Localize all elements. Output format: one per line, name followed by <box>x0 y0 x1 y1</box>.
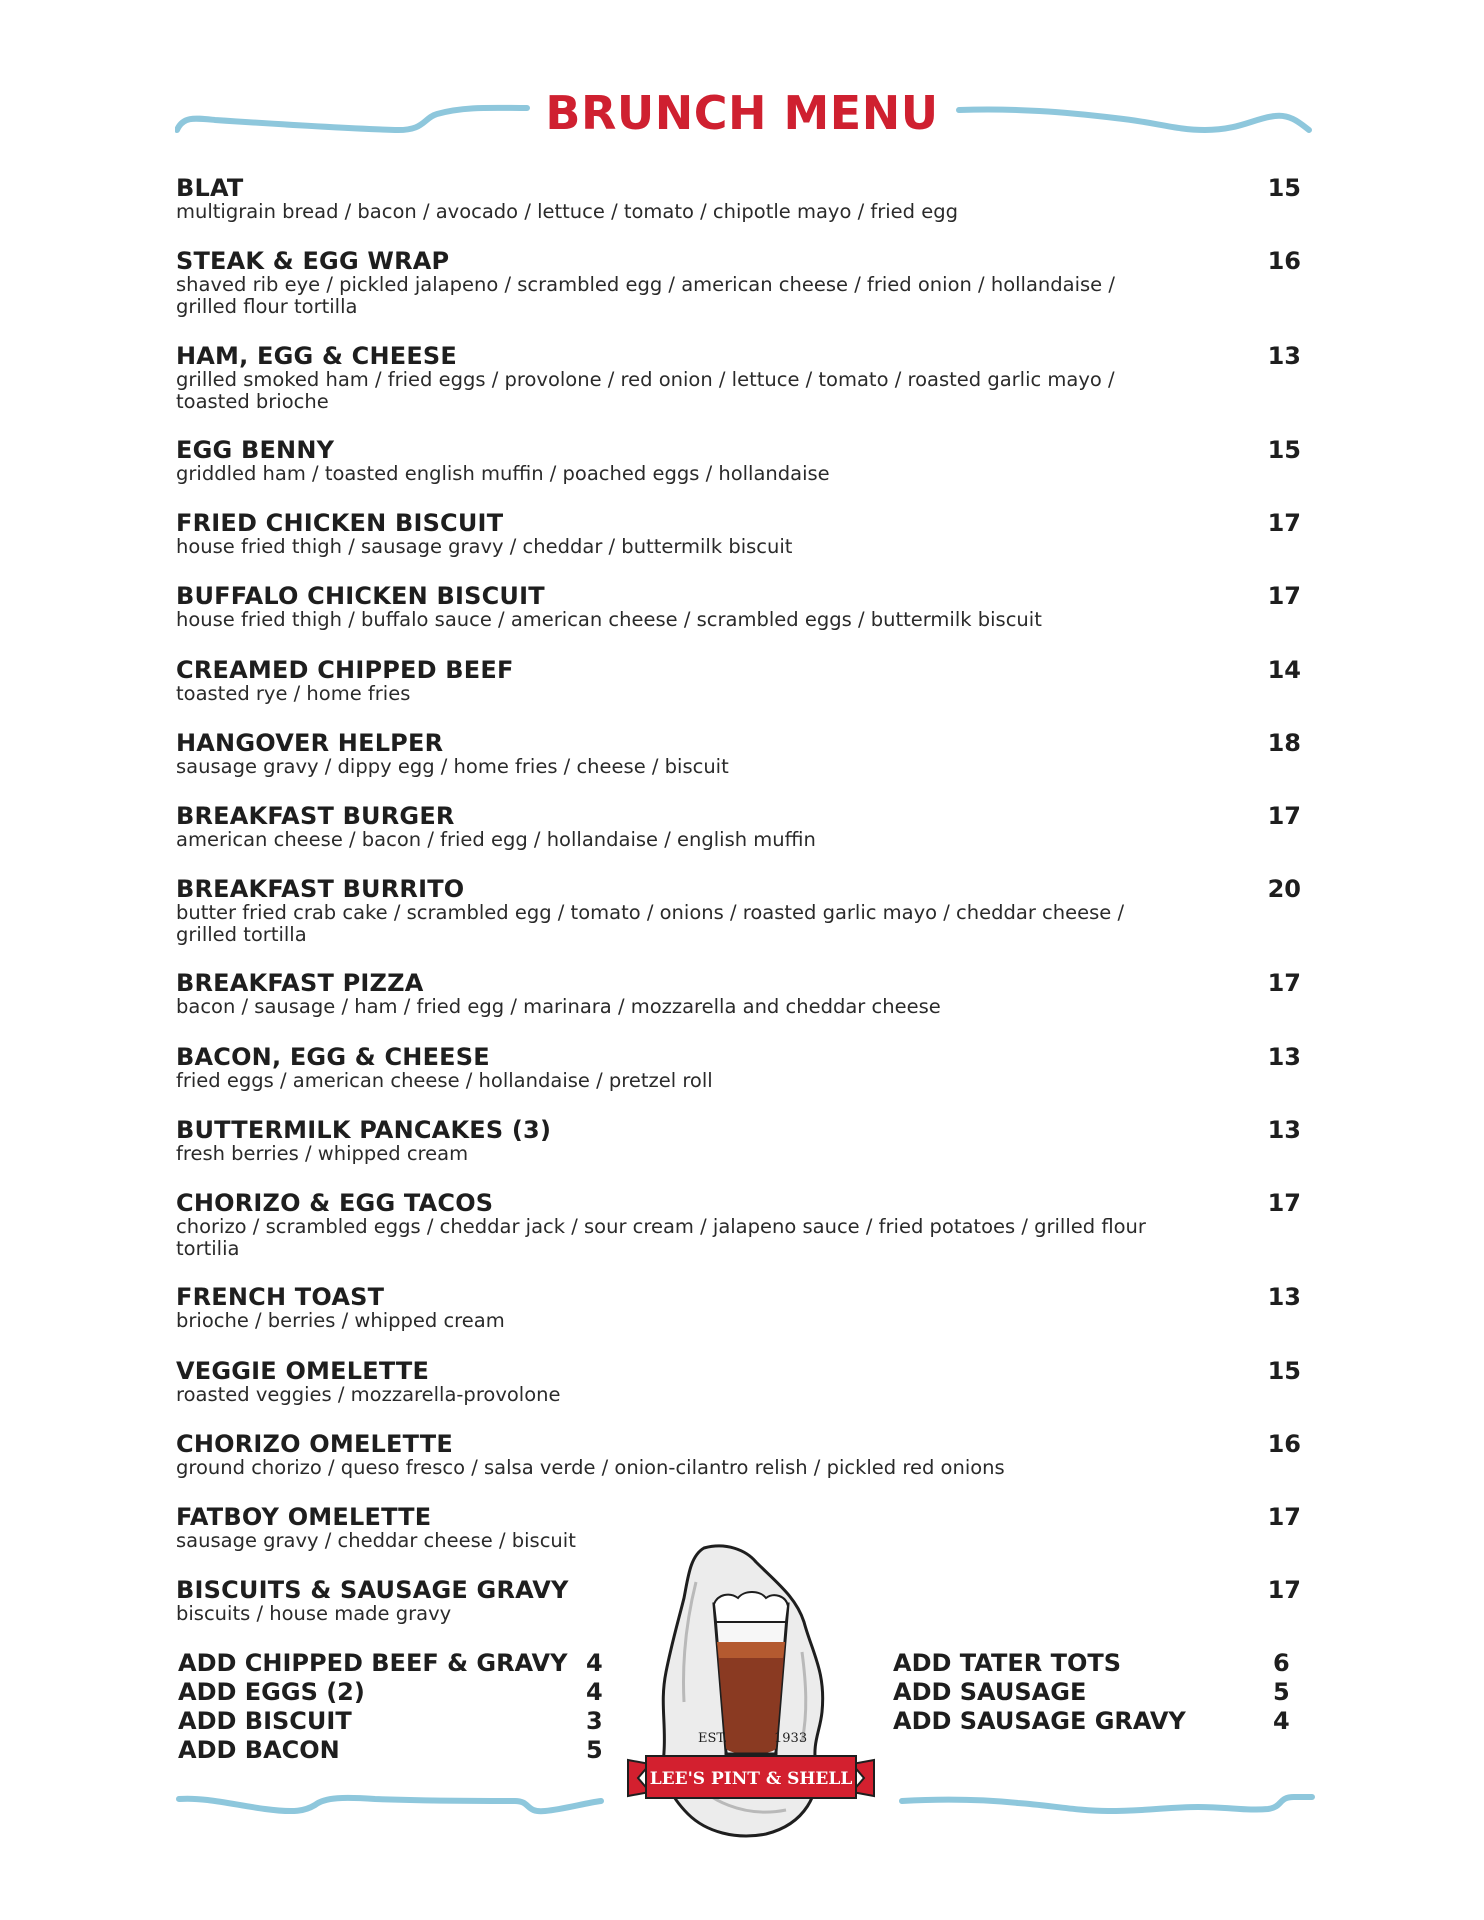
item-price: 16 <box>1267 247 1301 276</box>
item-description: sausage gravy / dippy egg / home fries / cheese / biscuit <box>176 754 729 778</box>
item-name: CHORIZO & EGG TACOS <box>176 1189 494 1218</box>
menu-item <box>176 583 1301 656</box>
menu-item <box>176 175 1301 248</box>
addon-price: 6 <box>1273 1649 1290 1677</box>
addon-row <box>178 1649 608 1678</box>
item-description: brioche / berries / whipped cream <box>176 1309 505 1333</box>
item-description: american cheese / bacon / fried egg / hollandaise / english muffin <box>176 827 816 851</box>
page-title: BRUNCH MENU <box>545 86 939 140</box>
item-name: BACON, EGG & CHEESE <box>176 1042 490 1071</box>
item-price: 13 <box>1267 1115 1301 1144</box>
menu-item <box>176 970 1301 1043</box>
addon-price: 4 <box>1273 1707 1290 1735</box>
item-price: 17 <box>1267 969 1301 998</box>
menu-item <box>176 1044 1301 1117</box>
addon-row <box>178 1678 608 1707</box>
addon-price: 5 <box>586 1736 603 1764</box>
item-price: 20 <box>1267 875 1301 904</box>
addon-label: ADD BACON <box>178 1736 340 1764</box>
addon-price: 4 <box>586 1678 603 1706</box>
item-name: HAM, EGG & CHEESE <box>176 341 458 370</box>
item-description: biscuits / house made gravy <box>176 1602 452 1626</box>
item-name: FRIED CHICKEN BISCUIT <box>176 509 504 538</box>
item-price: 13 <box>1267 1283 1301 1312</box>
menu-item <box>176 343 1301 437</box>
item-price: 18 <box>1267 728 1301 757</box>
menu-item <box>176 437 1301 510</box>
menu-item <box>176 1358 1301 1431</box>
addons-left <box>178 1649 608 1765</box>
item-price: 17 <box>1267 582 1301 611</box>
item-price: 15 <box>1267 1356 1301 1385</box>
addon-row <box>893 1649 1303 1678</box>
restaurant-logo <box>626 1542 876 1842</box>
logo-name: LEE'S PINT & SHELL <box>649 1769 853 1789</box>
addon-row <box>893 1707 1303 1736</box>
item-name: BISCUITS & SAUSAGE GRAVY <box>176 1576 569 1605</box>
menu-item <box>176 1431 1301 1504</box>
item-price: 17 <box>1267 509 1301 538</box>
oyster-pint-icon <box>626 1542 876 1842</box>
menu-item <box>176 1117 1301 1190</box>
item-price: 17 <box>1267 1576 1301 1605</box>
item-description: roasted veggies / mozzarella-provolone <box>176 1382 561 1406</box>
bottom-wave-right <box>898 1785 1318 1825</box>
addon-label: ADD CHIPPED BEEF & GRAVY <box>178 1649 568 1677</box>
addon-label: ADD SAUSAGE <box>893 1678 1087 1706</box>
addon-price: 3 <box>586 1707 603 1735</box>
menu-item <box>176 730 1301 803</box>
item-description: house fried thigh / buffalo sauce / american cheese / scrambled eggs / buttermilk biscuit <box>176 608 1042 632</box>
menu-item <box>176 510 1301 583</box>
item-price: 17 <box>1267 1503 1301 1531</box>
item-description: sausage gravy / cheddar cheese / biscuit <box>176 1529 576 1552</box>
menu-item <box>176 803 1301 876</box>
item-description: shaved rib eye / pickled jalapeno / scrambled egg / american cheese / fried onion / hollandaise / grilled flour tortilla <box>176 273 1115 319</box>
item-description: multigrain bread / bacon / avocado / lettuce / tomato / chipotle mayo / fried egg <box>176 200 958 223</box>
item-price: 16 <box>1267 1429 1301 1458</box>
addon-price: 5 <box>1273 1678 1290 1706</box>
item-description: grilled smoked ham / fried eggs / provolone / red onion / lettuce / tomato / roasted garlic mayo / toasted brioche <box>176 367 1115 413</box>
bottom-wave-left <box>175 1785 605 1825</box>
item-description: fried eggs / american cheese / hollandaise / pretzel roll <box>176 1068 713 1092</box>
menu-item <box>176 248 1301 342</box>
item-description: fresh berries / whipped cream <box>176 1141 469 1165</box>
addon-row <box>893 1678 1303 1707</box>
item-name: BUFFALO CHICKEN BISCUIT <box>176 582 545 611</box>
item-name: BREAKFAST BURGER <box>176 801 455 830</box>
item-description: ground chorizo / queso fresco / salsa verde / onion-cilantro relish / pickled red onions <box>176 1455 1005 1479</box>
item-description: bacon / sausage / ham / fried egg / marinara / mozzarella and cheddar cheese <box>176 995 941 1019</box>
est-label: EST. <box>698 1731 728 1746</box>
item-name: BREAKFAST BURRITO <box>176 875 465 904</box>
menu-items <box>176 175 1301 1650</box>
addons-right <box>893 1649 1303 1736</box>
item-description: house fried thigh / sausage gravy / cheddar / buttermilk biscuit <box>176 535 793 559</box>
addon-label: ADD BISCUIT <box>178 1707 352 1735</box>
item-description: chorizo / scrambled eggs / cheddar jack / sour cream / jalapeno sauce / fried potatoes / grilled flour tortilia <box>176 1215 1146 1261</box>
addon-row <box>178 1736 608 1765</box>
item-name: CHORIZO OMELETTE <box>176 1429 453 1458</box>
menu-item <box>176 1190 1301 1284</box>
item-price: 17 <box>1267 801 1301 830</box>
item-name: STEAK & EGG WRAP <box>176 247 450 276</box>
item-price: 15 <box>1267 435 1301 464</box>
item-description: griddled ham / toasted english muffin / poached eggs / hollandaise <box>176 461 830 485</box>
addon-label: ADD TATER TOTS <box>893 1649 1122 1677</box>
item-name: FRENCH TOAST <box>176 1283 385 1312</box>
addon-price: 4 <box>586 1649 603 1677</box>
addon-label: ADD EGGS (2) <box>178 1678 365 1706</box>
menu-item <box>176 1284 1301 1357</box>
item-price: 17 <box>1267 1189 1301 1218</box>
item-name: EGG BENNY <box>176 435 335 464</box>
year-label: 1933 <box>774 1731 808 1746</box>
item-description: toasted rye / home fries <box>176 681 411 705</box>
addon-row <box>178 1707 608 1736</box>
item-price: 15 <box>1267 174 1301 202</box>
item-price: 13 <box>1267 1042 1301 1071</box>
item-name: VEGGIE OMELETTE <box>176 1356 430 1385</box>
menu-item <box>176 657 1301 730</box>
item-name: BUTTERMILK PANCAKES (3) <box>176 1115 552 1144</box>
item-name: FATBOY OMELETTE <box>176 1503 432 1531</box>
addon-label: ADD SAUSAGE GRAVY <box>893 1707 1186 1735</box>
item-description: butter fried crab cake / scrambled egg / tomato / onions / roasted garlic mayo / cheddar cheese / grilled tortilla <box>176 901 1125 947</box>
item-price: 14 <box>1267 655 1301 684</box>
item-price: 13 <box>1267 341 1301 370</box>
item-name: BLAT <box>176 174 244 202</box>
item-name: HANGOVER HELPER <box>176 728 444 757</box>
item-name: BREAKFAST PIZZA <box>176 969 424 998</box>
item-name: CREAMED CHIPPED BEEF <box>176 655 514 684</box>
menu-item <box>176 876 1301 970</box>
